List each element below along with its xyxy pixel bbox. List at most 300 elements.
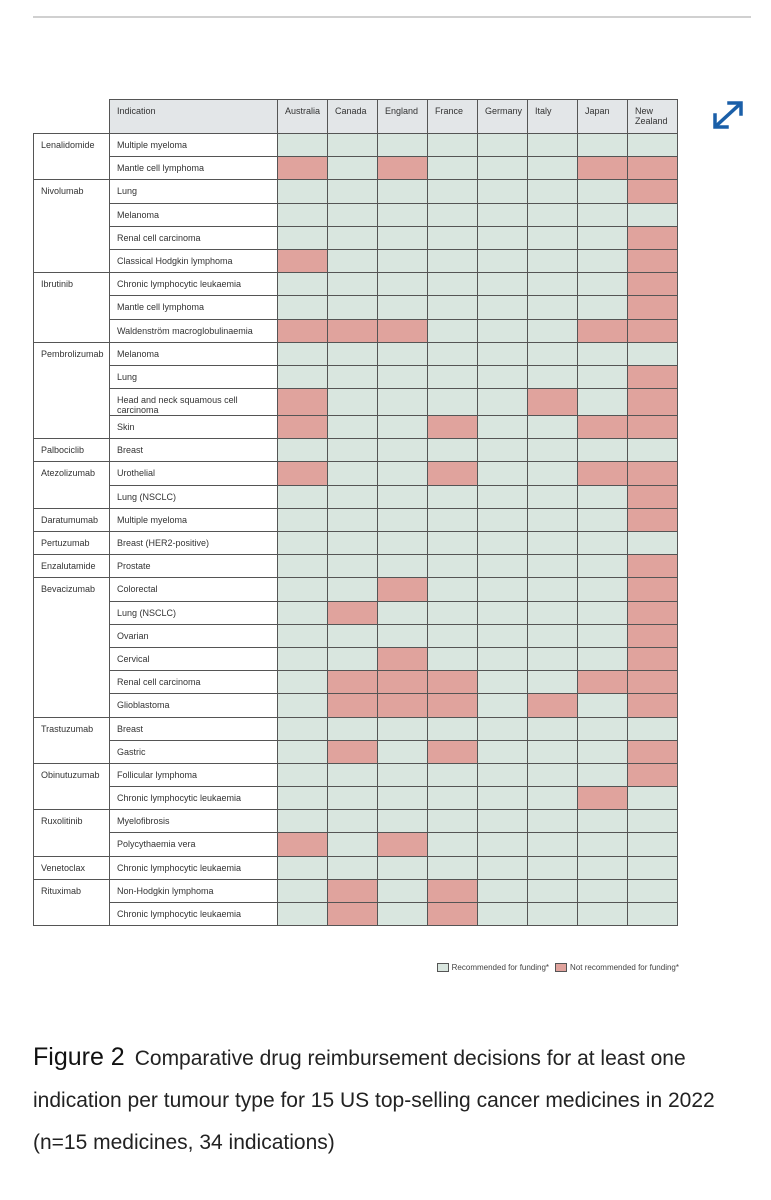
cell-recommended bbox=[278, 624, 328, 647]
indication: Breast bbox=[110, 439, 278, 462]
cell-recommended bbox=[378, 249, 428, 272]
cell-not-recommended bbox=[278, 416, 328, 439]
table-row bbox=[34, 157, 678, 180]
cell-recommended bbox=[378, 203, 428, 226]
cell-recommended bbox=[278, 532, 328, 555]
cell-not-recommended bbox=[378, 694, 428, 717]
cell-recommended bbox=[578, 578, 628, 601]
cell-recommended bbox=[428, 647, 478, 670]
cell-recommended bbox=[478, 856, 528, 879]
cell-recommended bbox=[528, 647, 578, 670]
cell-recommended bbox=[428, 532, 478, 555]
cell-recommended bbox=[378, 717, 428, 740]
cell-recommended bbox=[528, 879, 578, 902]
indication: Urothelial bbox=[110, 462, 278, 485]
cell-recommended bbox=[428, 342, 478, 365]
indication: Glioblastoma bbox=[110, 694, 278, 717]
indication: Chronic lymphocytic leukaemia bbox=[110, 273, 278, 296]
cell-recommended bbox=[578, 273, 628, 296]
cell-recommended bbox=[628, 439, 678, 462]
cell-recommended bbox=[328, 342, 378, 365]
cell-recommended bbox=[528, 833, 578, 856]
cell-recommended bbox=[478, 365, 528, 388]
cell-recommended bbox=[578, 694, 628, 717]
cell-recommended bbox=[328, 485, 378, 508]
cell-not-recommended bbox=[628, 485, 678, 508]
drug-name-continued bbox=[34, 787, 110, 810]
table-row bbox=[34, 879, 678, 902]
cell-not-recommended bbox=[378, 833, 428, 856]
cell-recommended bbox=[278, 508, 328, 531]
table-row bbox=[34, 810, 678, 833]
cell-recommended bbox=[428, 273, 478, 296]
cell-recommended bbox=[378, 462, 428, 485]
table-row bbox=[34, 532, 678, 555]
cell-recommended bbox=[428, 485, 478, 508]
cell-recommended bbox=[528, 740, 578, 763]
cell-recommended bbox=[328, 833, 378, 856]
cell-recommended bbox=[328, 717, 378, 740]
cell-recommended bbox=[278, 740, 328, 763]
cell-recommended bbox=[378, 134, 428, 157]
cell-not-recommended bbox=[628, 416, 678, 439]
cell-recommended bbox=[578, 342, 628, 365]
top-divider bbox=[33, 16, 751, 18]
cell-recommended bbox=[378, 787, 428, 810]
cell-recommended bbox=[378, 342, 428, 365]
indication: Lung bbox=[110, 180, 278, 203]
table-row bbox=[34, 134, 678, 157]
cell-recommended bbox=[478, 416, 528, 439]
cell-recommended bbox=[478, 273, 528, 296]
cell-recommended bbox=[278, 342, 328, 365]
expand-icon[interactable] bbox=[710, 98, 746, 132]
cell-not-recommended bbox=[378, 647, 428, 670]
cell-recommended bbox=[278, 296, 328, 319]
cell-recommended bbox=[528, 601, 578, 624]
table-row bbox=[34, 203, 678, 226]
cell-recommended bbox=[628, 879, 678, 902]
drug-name-continued bbox=[34, 671, 110, 694]
cell-recommended bbox=[578, 555, 628, 578]
table-row bbox=[34, 740, 678, 763]
cell-not-recommended bbox=[378, 319, 428, 342]
column-header: Germany bbox=[478, 100, 528, 134]
cell-recommended bbox=[628, 787, 678, 810]
cell-not-recommended bbox=[278, 462, 328, 485]
indication: Breast (HER2-positive) bbox=[110, 532, 278, 555]
cell-recommended bbox=[328, 249, 378, 272]
drug-name-continued bbox=[34, 296, 110, 319]
cell-not-recommended bbox=[578, 157, 628, 180]
cell-recommended bbox=[478, 879, 528, 902]
drug-name: Obinutuzumab bbox=[34, 763, 110, 786]
cell-recommended bbox=[528, 787, 578, 810]
table-row bbox=[34, 180, 678, 203]
cell-not-recommended bbox=[628, 671, 678, 694]
drug-name-continued bbox=[34, 903, 110, 926]
drug-name: Enzalutamide bbox=[34, 555, 110, 578]
cell-not-recommended bbox=[628, 601, 678, 624]
indication: Lung (NSCLC) bbox=[110, 601, 278, 624]
cell-recommended bbox=[478, 763, 528, 786]
cell-recommended bbox=[578, 180, 628, 203]
indication: Gastric bbox=[110, 740, 278, 763]
table-row bbox=[34, 555, 678, 578]
header-blank bbox=[34, 100, 110, 134]
cell-not-recommended bbox=[428, 879, 478, 902]
cell-not-recommended bbox=[278, 319, 328, 342]
cell-recommended bbox=[528, 365, 578, 388]
cell-not-recommended bbox=[328, 671, 378, 694]
cell-recommended bbox=[328, 856, 378, 879]
drug-name-continued bbox=[34, 624, 110, 647]
cell-recommended bbox=[278, 439, 328, 462]
cell-recommended bbox=[328, 439, 378, 462]
cell-recommended bbox=[528, 273, 578, 296]
indication: Non-Hodgkin lymphoma bbox=[110, 879, 278, 902]
table-row bbox=[34, 273, 678, 296]
cell-recommended bbox=[578, 740, 628, 763]
cell-recommended bbox=[578, 226, 628, 249]
drug-name: Venetoclax bbox=[34, 856, 110, 879]
cell-recommended bbox=[478, 389, 528, 416]
cell-recommended bbox=[628, 903, 678, 926]
cell-not-recommended bbox=[428, 740, 478, 763]
cell-recommended bbox=[428, 555, 478, 578]
indication: Mantle cell lymphoma bbox=[110, 157, 278, 180]
cell-recommended bbox=[378, 740, 428, 763]
cell-recommended bbox=[428, 833, 478, 856]
cell-recommended bbox=[578, 439, 628, 462]
cell-recommended bbox=[378, 389, 428, 416]
cell-recommended bbox=[278, 810, 328, 833]
drug-name: Daratumumab bbox=[34, 508, 110, 531]
indication: Follicular lymphoma bbox=[110, 763, 278, 786]
cell-recommended bbox=[278, 134, 328, 157]
reimbursement-table bbox=[33, 99, 678, 926]
cell-not-recommended bbox=[628, 578, 678, 601]
cell-not-recommended bbox=[328, 694, 378, 717]
cell-recommended bbox=[578, 508, 628, 531]
drug-name: Nivolumab bbox=[34, 180, 110, 203]
cell-recommended bbox=[328, 273, 378, 296]
cell-recommended bbox=[278, 180, 328, 203]
table-row bbox=[34, 296, 678, 319]
table-row bbox=[34, 601, 678, 624]
cell-recommended bbox=[478, 903, 528, 926]
cell-recommended bbox=[428, 624, 478, 647]
indication: Myelofibrosis bbox=[110, 810, 278, 833]
table-row bbox=[34, 342, 678, 365]
cell-recommended bbox=[628, 532, 678, 555]
cell-recommended bbox=[428, 319, 478, 342]
cell-not-recommended bbox=[428, 416, 478, 439]
cell-recommended bbox=[428, 296, 478, 319]
indication: Classical Hodgkin lymphoma bbox=[110, 249, 278, 272]
cell-recommended bbox=[478, 226, 528, 249]
cell-recommended bbox=[478, 485, 528, 508]
indication: Waldenström macroglobulinaemia bbox=[110, 319, 278, 342]
indication: Chronic lymphocytic leukaemia bbox=[110, 787, 278, 810]
cell-not-recommended bbox=[628, 740, 678, 763]
table-row bbox=[34, 508, 678, 531]
cell-recommended bbox=[378, 555, 428, 578]
cell-not-recommended bbox=[628, 624, 678, 647]
cell-not-recommended bbox=[628, 763, 678, 786]
cell-recommended bbox=[628, 717, 678, 740]
indication: Lung bbox=[110, 365, 278, 388]
indication: Breast bbox=[110, 717, 278, 740]
cell-recommended bbox=[328, 389, 378, 416]
cell-not-recommended bbox=[378, 157, 428, 180]
cell-not-recommended bbox=[578, 416, 628, 439]
cell-recommended bbox=[578, 365, 628, 388]
cell-recommended bbox=[328, 203, 378, 226]
cell-not-recommended bbox=[628, 647, 678, 670]
indication: Renal cell carcinoma bbox=[110, 226, 278, 249]
cell-recommended bbox=[278, 856, 328, 879]
table-row bbox=[34, 787, 678, 810]
cell-recommended bbox=[428, 601, 478, 624]
cell-recommended bbox=[478, 249, 528, 272]
cell-not-recommended bbox=[628, 273, 678, 296]
cell-recommended bbox=[578, 249, 628, 272]
cell-recommended bbox=[478, 157, 528, 180]
drug-name: Trastuzumab bbox=[34, 717, 110, 740]
cell-recommended bbox=[378, 601, 428, 624]
indication: Chronic lymphocytic leukaemia bbox=[110, 856, 278, 879]
cell-recommended bbox=[578, 601, 628, 624]
table-row bbox=[34, 462, 678, 485]
cell-recommended bbox=[478, 342, 528, 365]
cell-recommended bbox=[378, 416, 428, 439]
cell-recommended bbox=[328, 416, 378, 439]
cell-recommended bbox=[628, 856, 678, 879]
drug-name-continued bbox=[34, 365, 110, 388]
cell-recommended bbox=[578, 203, 628, 226]
cell-recommended bbox=[628, 810, 678, 833]
cell-recommended bbox=[528, 342, 578, 365]
table-row bbox=[34, 365, 678, 388]
indication: Multiple myeloma bbox=[110, 508, 278, 531]
indication: Ovarian bbox=[110, 624, 278, 647]
cell-recommended bbox=[528, 226, 578, 249]
cell-not-recommended bbox=[628, 296, 678, 319]
cell-recommended bbox=[278, 578, 328, 601]
column-header: Japan bbox=[578, 100, 628, 134]
cell-not-recommended bbox=[428, 694, 478, 717]
cell-not-recommended bbox=[278, 157, 328, 180]
cell-recommended bbox=[478, 810, 528, 833]
cell-recommended bbox=[428, 389, 478, 416]
cell-recommended bbox=[578, 717, 628, 740]
drug-name-continued bbox=[34, 203, 110, 226]
drug-name-continued bbox=[34, 601, 110, 624]
indication: Prostate bbox=[110, 555, 278, 578]
cell-not-recommended bbox=[578, 671, 628, 694]
drug-name: Atezolizumab bbox=[34, 462, 110, 485]
table-row bbox=[34, 226, 678, 249]
cell-recommended bbox=[428, 578, 478, 601]
cell-recommended bbox=[278, 647, 328, 670]
indication: Melanoma bbox=[110, 342, 278, 365]
cell-not-recommended bbox=[328, 319, 378, 342]
cell-recommended bbox=[478, 787, 528, 810]
table-row bbox=[34, 578, 678, 601]
cell-recommended bbox=[578, 879, 628, 902]
column-header: Canada bbox=[328, 100, 378, 134]
cell-recommended bbox=[528, 203, 578, 226]
cell-recommended bbox=[428, 787, 478, 810]
cell-recommended bbox=[278, 273, 328, 296]
cell-recommended bbox=[428, 226, 478, 249]
cell-not-recommended bbox=[528, 694, 578, 717]
drug-name: Lenalidomide bbox=[34, 134, 110, 157]
cell-recommended bbox=[528, 903, 578, 926]
cell-recommended bbox=[278, 555, 328, 578]
cell-recommended bbox=[428, 365, 478, 388]
table-row bbox=[34, 763, 678, 786]
cell-not-recommended bbox=[328, 601, 378, 624]
cell-recommended bbox=[328, 157, 378, 180]
cell-not-recommended bbox=[628, 462, 678, 485]
table-row bbox=[34, 485, 678, 508]
column-header: Australia bbox=[278, 100, 328, 134]
cell-recommended bbox=[278, 671, 328, 694]
cell-recommended bbox=[478, 555, 528, 578]
cell-recommended bbox=[328, 810, 378, 833]
indication: Lung (NSCLC) bbox=[110, 485, 278, 508]
cell-recommended bbox=[278, 203, 328, 226]
cell-recommended bbox=[428, 763, 478, 786]
drug-name-continued bbox=[34, 740, 110, 763]
cell-not-recommended bbox=[378, 671, 428, 694]
table-row bbox=[34, 319, 678, 342]
cell-recommended bbox=[328, 532, 378, 555]
cell-recommended bbox=[378, 439, 428, 462]
cell-recommended bbox=[278, 226, 328, 249]
cell-not-recommended bbox=[628, 249, 678, 272]
cell-recommended bbox=[628, 203, 678, 226]
cell-recommended bbox=[328, 578, 378, 601]
cell-recommended bbox=[278, 485, 328, 508]
cell-recommended bbox=[578, 903, 628, 926]
cell-not-recommended bbox=[628, 319, 678, 342]
indication: Mantle cell lymphoma bbox=[110, 296, 278, 319]
drug-name: Ibrutinib bbox=[34, 273, 110, 296]
indication: Polycythaemia vera bbox=[110, 833, 278, 856]
cell-recommended bbox=[478, 134, 528, 157]
drug-name: Pembrolizumab bbox=[34, 342, 110, 365]
cell-recommended bbox=[428, 439, 478, 462]
cell-recommended bbox=[478, 833, 528, 856]
cell-recommended bbox=[528, 180, 578, 203]
cell-recommended bbox=[478, 319, 528, 342]
drug-name: Pertuzumab bbox=[34, 532, 110, 555]
cell-recommended bbox=[628, 833, 678, 856]
cell-recommended bbox=[328, 226, 378, 249]
cell-recommended bbox=[628, 134, 678, 157]
cell-recommended bbox=[478, 462, 528, 485]
cell-recommended bbox=[578, 532, 628, 555]
cell-recommended bbox=[328, 462, 378, 485]
cell-recommended bbox=[328, 134, 378, 157]
drug-name-continued bbox=[34, 833, 110, 856]
cell-recommended bbox=[578, 763, 628, 786]
cell-recommended bbox=[428, 134, 478, 157]
drug-name-continued bbox=[34, 694, 110, 717]
cell-not-recommended bbox=[428, 671, 478, 694]
cell-recommended bbox=[478, 601, 528, 624]
cell-recommended bbox=[378, 180, 428, 203]
cell-recommended bbox=[578, 810, 628, 833]
cell-recommended bbox=[528, 717, 578, 740]
cell-recommended bbox=[578, 833, 628, 856]
table-row bbox=[34, 856, 678, 879]
cell-recommended bbox=[528, 439, 578, 462]
cell-recommended bbox=[478, 717, 528, 740]
cell-recommended bbox=[478, 578, 528, 601]
column-header: France bbox=[428, 100, 478, 134]
cell-recommended bbox=[528, 319, 578, 342]
cell-recommended bbox=[578, 647, 628, 670]
cell-recommended bbox=[578, 856, 628, 879]
cell-recommended bbox=[378, 879, 428, 902]
cell-recommended bbox=[528, 485, 578, 508]
indication: Melanoma bbox=[110, 203, 278, 226]
cell-recommended bbox=[278, 717, 328, 740]
table-row bbox=[34, 903, 678, 926]
cell-not-recommended bbox=[278, 249, 328, 272]
cell-not-recommended bbox=[578, 787, 628, 810]
column-header: England bbox=[378, 100, 428, 134]
drug-name-continued bbox=[34, 389, 110, 416]
drug-name-continued bbox=[34, 319, 110, 342]
figure-label: Figure 2 bbox=[33, 1043, 125, 1071]
cell-recommended bbox=[528, 462, 578, 485]
cell-not-recommended bbox=[628, 555, 678, 578]
cell-recommended bbox=[528, 763, 578, 786]
cell-not-recommended bbox=[578, 462, 628, 485]
cell-recommended bbox=[528, 532, 578, 555]
cell-not-recommended bbox=[628, 226, 678, 249]
cell-recommended bbox=[528, 134, 578, 157]
cell-recommended bbox=[328, 787, 378, 810]
table-row bbox=[34, 694, 678, 717]
cell-recommended bbox=[278, 903, 328, 926]
table-row bbox=[34, 624, 678, 647]
cell-recommended bbox=[478, 180, 528, 203]
legend-recommended: Recommended for funding* bbox=[437, 963, 549, 972]
cell-recommended bbox=[328, 763, 378, 786]
cell-not-recommended bbox=[328, 740, 378, 763]
table-row bbox=[34, 389, 678, 416]
cell-not-recommended bbox=[278, 833, 328, 856]
cell-recommended bbox=[578, 389, 628, 416]
cell-not-recommended bbox=[278, 389, 328, 416]
table-row bbox=[34, 717, 678, 740]
cell-recommended bbox=[478, 694, 528, 717]
cell-recommended bbox=[478, 647, 528, 670]
legend-not-recommended: Not recommended for funding* bbox=[555, 963, 679, 972]
cell-recommended bbox=[478, 296, 528, 319]
cell-recommended bbox=[378, 903, 428, 926]
cell-recommended bbox=[478, 203, 528, 226]
cell-recommended bbox=[278, 365, 328, 388]
cell-recommended bbox=[428, 717, 478, 740]
cell-not-recommended bbox=[428, 462, 478, 485]
